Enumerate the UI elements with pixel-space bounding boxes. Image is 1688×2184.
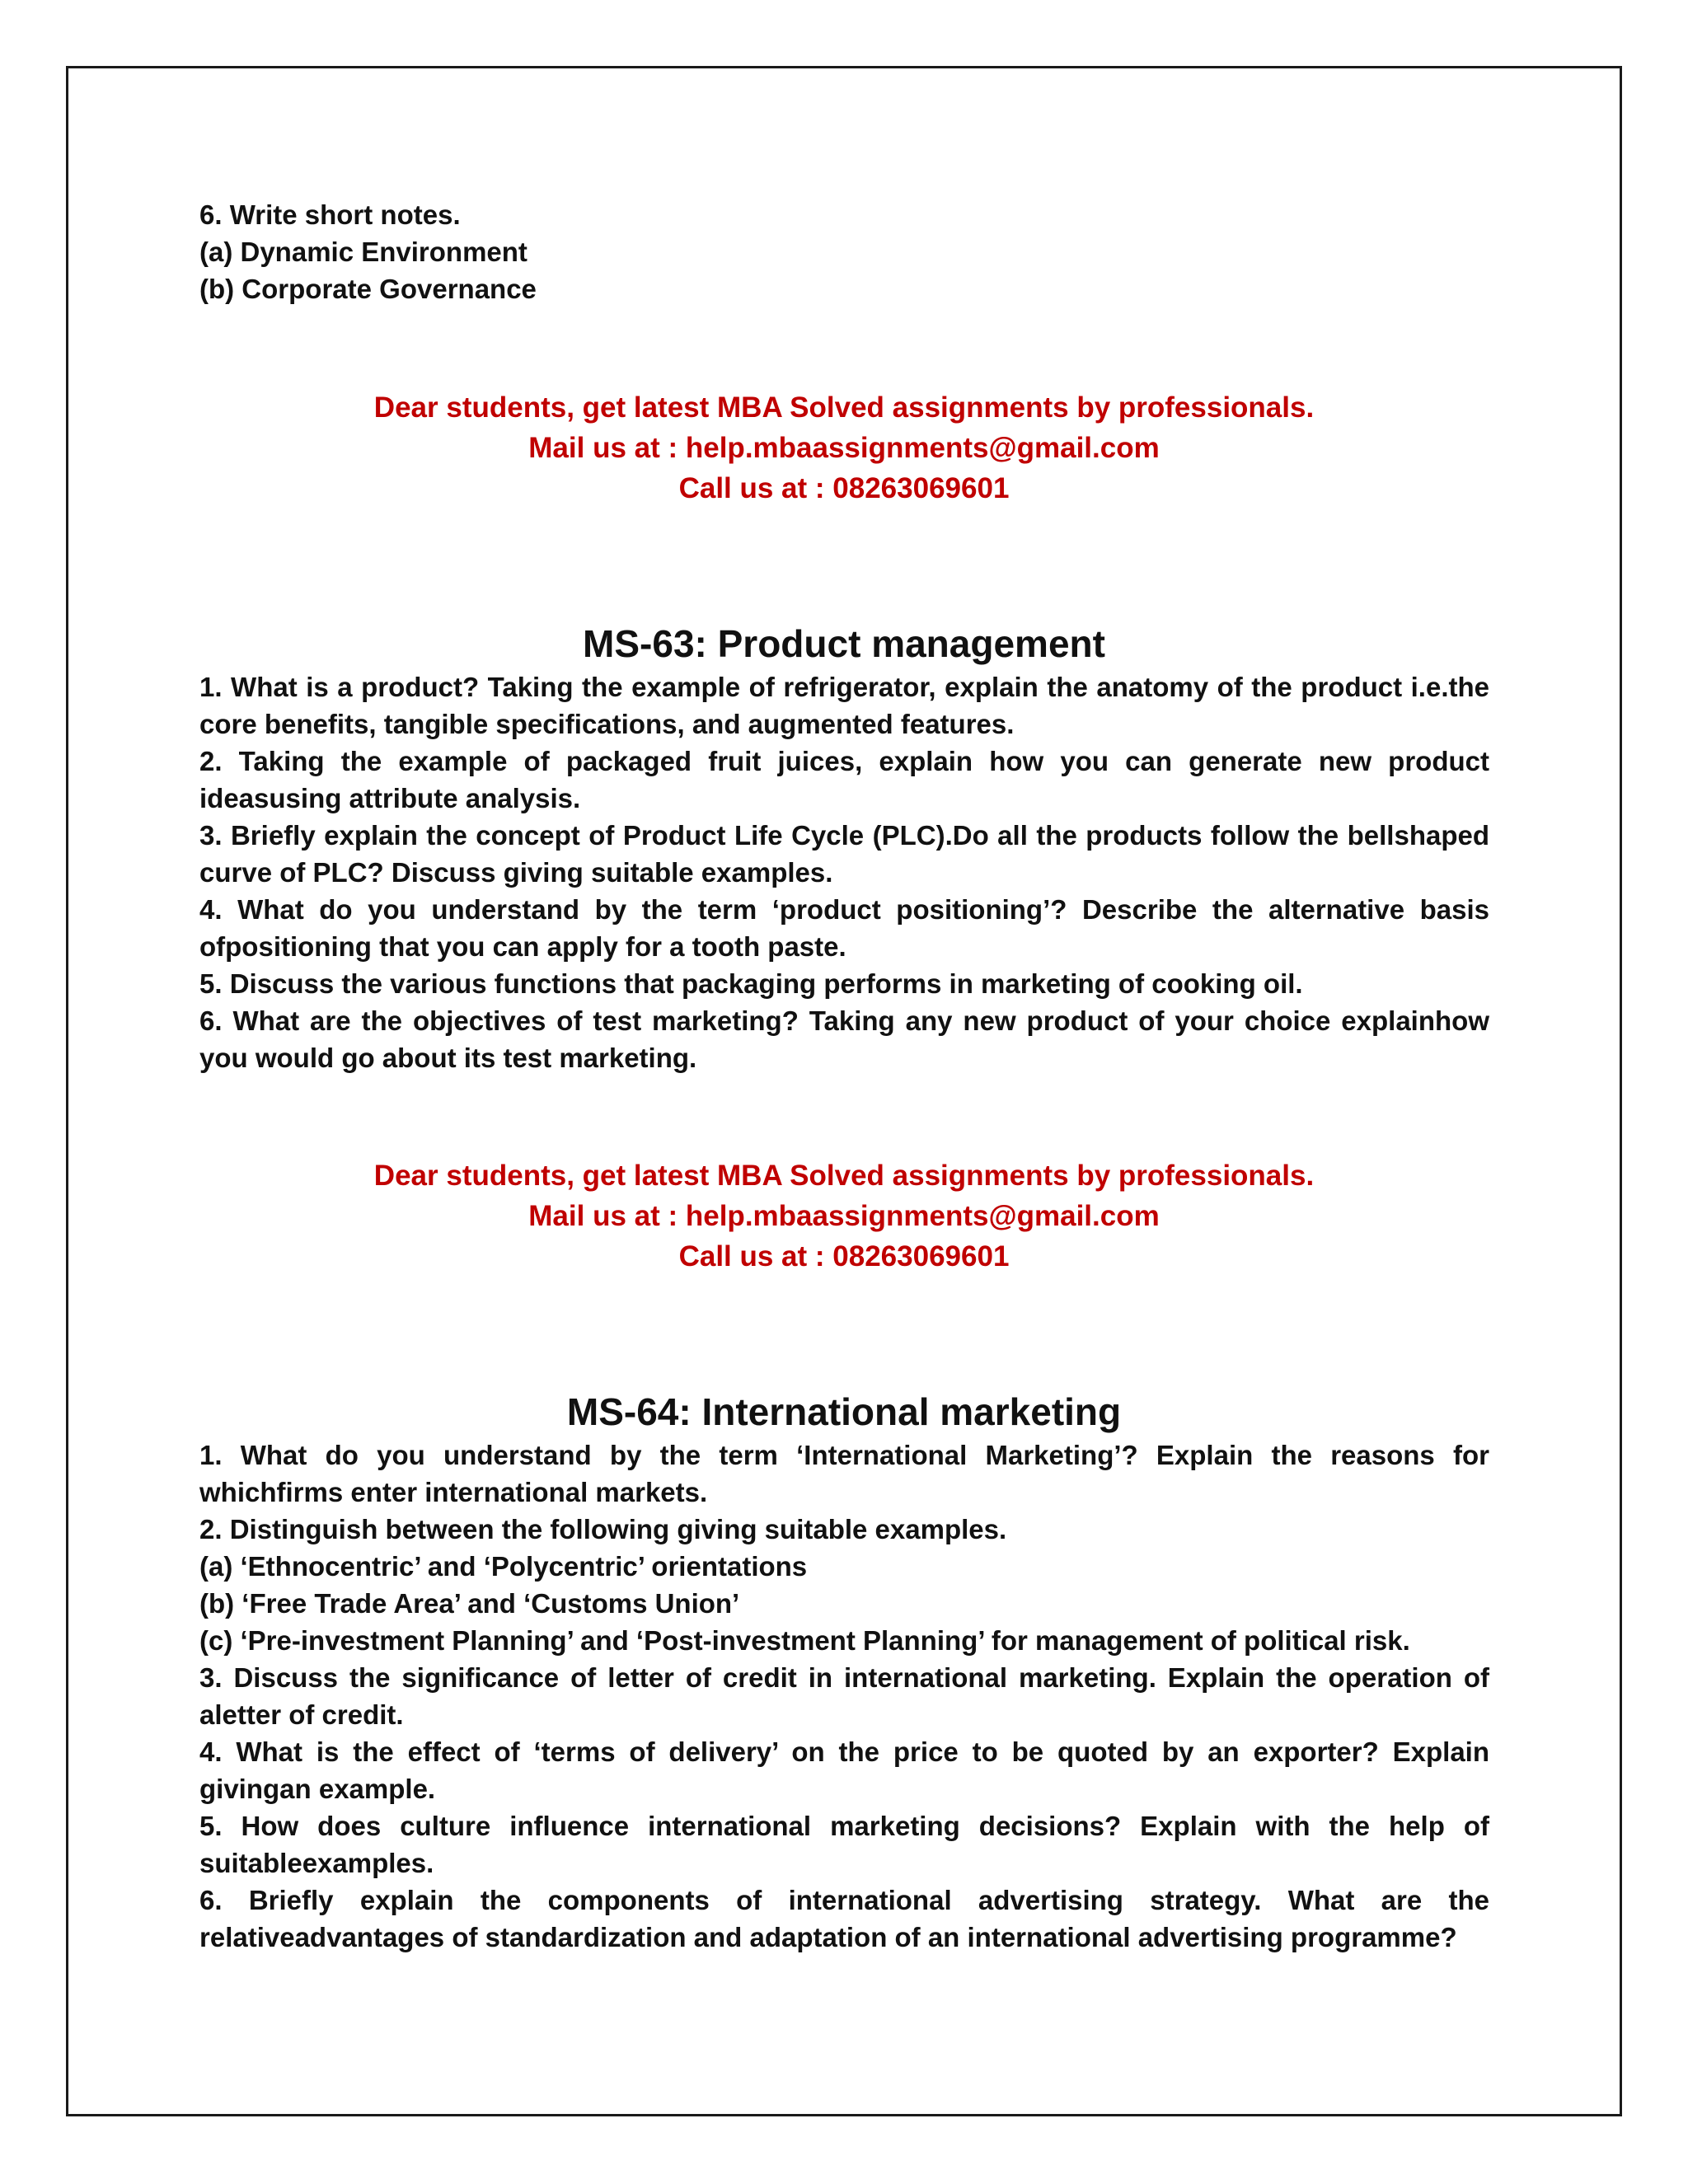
question-subitem: (a) ‘Ethnocentric’ and ‘Polycentric’ orientations bbox=[199, 1551, 808, 1582]
question-item: 4. What is the effect of ‘terms of delivery’ on the price to be quoted by an exporter? Explain givingan example. bbox=[199, 1736, 1489, 1804]
ms64-questions bbox=[199, 1436, 1489, 1956]
promo-block bbox=[0, 387, 1688, 509]
question-subitem: (a) Dynamic Environment bbox=[199, 237, 528, 267]
section-title-ms64: MS-64: International marketing bbox=[566, 1390, 1122, 1433]
question-item: 3. Discuss the significance of letter of credit in international marketing. Explain the operation of aletter of credit. bbox=[199, 1662, 1489, 1730]
promo-email: Mail us at : help.mbaassignments@gmail.com bbox=[528, 1200, 1160, 1232]
question-item: 2. Taking the example of packaged fruit juices, explain how you can generate new product ideasusing attribute analysis. bbox=[199, 746, 1489, 813]
question-item: 5. How does culture influence international marketing decisions? Explain with the help of suitableexamples. bbox=[199, 1811, 1489, 1878]
question-item: 4. What do you understand by the term ‘product positioning’? Describe the alternative basis ofpositioning that you can apply for a tooth paste. bbox=[199, 894, 1489, 962]
question-subitem: (c) ‘Pre-investment Planning’ and ‘Post-investment Planning’ for management of political risk. bbox=[199, 1625, 1410, 1656]
prev-section-notes bbox=[199, 196, 1489, 307]
ms63-questions bbox=[199, 668, 1489, 1076]
question-item: 1. What is a product? Taking the example of refrigerator, explain the anatomy of the product i.e.the core benefits, tangible specifications, and augmented features. bbox=[199, 672, 1489, 739]
promo-phone: Call us at : 08263069601 bbox=[678, 1240, 1010, 1272]
promo-email: Mail us at : help.mbaassignments@gmail.com bbox=[528, 432, 1160, 464]
promo-line: Dear students, get latest MBA Solved assignments by professionals. bbox=[373, 391, 1315, 424]
question-item: 6. Write short notes. bbox=[199, 199, 461, 230]
promo-line: Dear students, get latest MBA Solved assignments by professionals. bbox=[373, 1160, 1315, 1192]
question-item: 3. Briefly explain the concept of Product Life Cycle (PLC).Do all the products follow the bellshaped curve of PLC? Discuss giving suitable examples. bbox=[199, 820, 1489, 888]
question-item: 1. What do you understand by the term ‘International Marketing’? Explain the reasons for whichfirms enter international markets. bbox=[199, 1440, 1489, 1507]
section-title-ms63: MS-63: Product management bbox=[583, 622, 1105, 665]
question-subitem: (b) Corporate Governance bbox=[199, 274, 537, 304]
question-item: 6. Briefly explain the components of international advertising strategy. What are the relativeadvantages of standardization and adaptation of an international advertising programme? bbox=[199, 1885, 1489, 1952]
promo-block bbox=[0, 1155, 1688, 1277]
question-subitem: (b) ‘Free Trade Area’ and ‘Customs Union’ bbox=[199, 1588, 740, 1619]
question-item: 2. Distinguish between the following giving suitable examples. bbox=[199, 1514, 1007, 1544]
question-item: 6. What are the objectives of test marketing? Taking any new product of your choice explainhow you would go about its test marketing. bbox=[199, 1005, 1489, 1073]
question-item: 5. Discuss the various functions that packaging performs in marketing of cooking oil. bbox=[199, 968, 1303, 999]
promo-phone: Call us at : 08263069601 bbox=[678, 472, 1010, 504]
